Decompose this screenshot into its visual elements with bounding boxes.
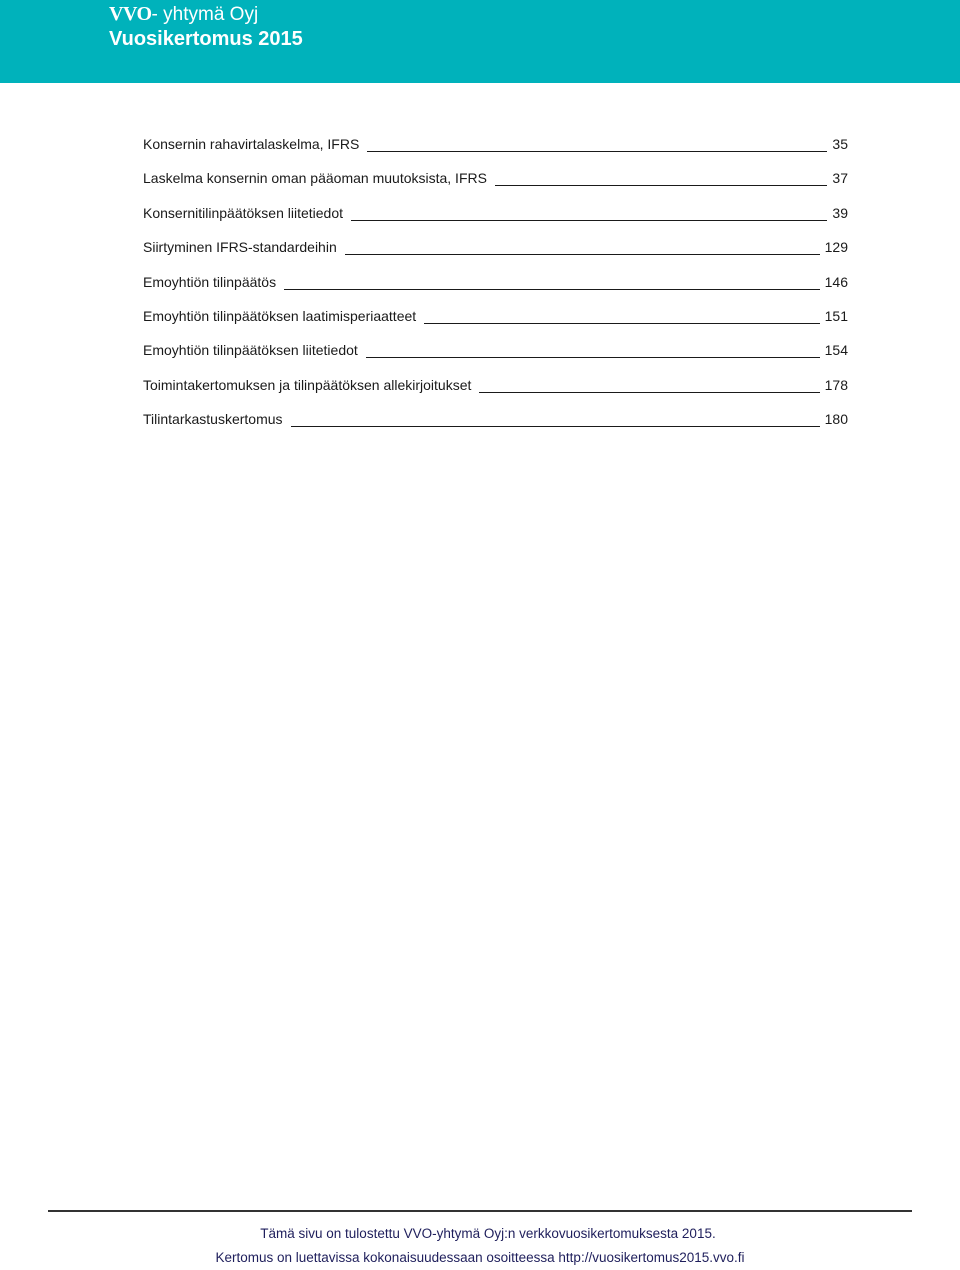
toc-entry-label: Toimintakertomuksen ja tilinpäätöksen allekirjoitukset	[143, 376, 472, 393]
toc-leader-line	[495, 185, 827, 186]
toc-entry-label: Laskelma konsernin oman pääoman muutoksista, IFRS	[143, 170, 487, 187]
page-header	[0, 0, 960, 83]
toc-entry[interactable]	[143, 136, 848, 170]
toc-entry-page: 35	[832, 136, 848, 152]
footer-url-note-text: Kertomus on luettavissa kokonaisuudessaan osoitteessa http://vuosikertomus2015.vvo.fi	[215, 1250, 745, 1265]
toc-leader-line	[424, 323, 819, 324]
toc-entry-page: 178	[824, 376, 848, 393]
footer-url-note[interactable]	[0, 1250, 960, 1265]
toc-entry-page: 39	[832, 204, 848, 221]
toc-entry-page: 180	[824, 411, 848, 428]
toc-entry[interactable]	[143, 205, 848, 239]
vvo-logo: VVO	[109, 3, 152, 25]
toc-entry-page: 37	[832, 170, 848, 187]
toc-entry-label: Siirtyminen IFRS-standardeihin	[143, 239, 337, 256]
toc-entry-label: Emoyhtiön tilinpäätöksen liitetiedot	[143, 342, 358, 359]
toc-entry[interactable]	[143, 239, 848, 273]
toc-leader-line	[351, 220, 827, 221]
toc-leader-line	[284, 289, 820, 290]
toc-entry[interactable]	[143, 377, 848, 411]
toc-leader-line	[366, 357, 820, 358]
toc-entry[interactable]	[143, 170, 848, 204]
toc-entry-page: 146	[824, 273, 848, 290]
toc-entry[interactable]	[143, 308, 848, 342]
company-name	[109, 3, 258, 26]
toc-entry-page: 129	[824, 239, 848, 256]
toc-leader-line	[291, 426, 820, 427]
toc-entry-label: Tilintarkastuskertomus	[143, 411, 283, 428]
toc-entry[interactable]	[143, 274, 848, 308]
company-suffix: - yhtymä Oyj	[151, 4, 259, 25]
toc-entry-page: 154	[824, 342, 848, 359]
toc-leader-line	[367, 151, 827, 152]
report-title: Vuosikertomus 2015	[109, 28, 303, 50]
toc-entry-label: Konsernin rahavirtalaskelma, IFRS	[143, 136, 360, 152]
toc-entry-label: Emoyhtiön tilinpäätöksen laatimisperiaatteet	[143, 307, 417, 324]
footer-divider	[48, 1210, 912, 1212]
toc-entry[interactable]	[143, 411, 848, 445]
toc-entry-label: Konsernitilinpäätöksen liitetiedot	[143, 204, 344, 221]
toc-leader-line	[479, 392, 819, 393]
toc-entry[interactable]	[143, 342, 848, 376]
toc-leader-line	[345, 254, 820, 255]
toc-entry-page: 151	[824, 307, 848, 324]
toc-entry-label: Emoyhtiön tilinpäätös	[143, 273, 277, 290]
footer-print-note-text: Tämä sivu on tulostettu VVO-yhtymä Oyj:n verkkovuosikertomuksesta 2015.	[260, 1226, 716, 1241]
footer-print-note	[0, 1226, 960, 1241]
table-of-contents	[143, 136, 848, 446]
